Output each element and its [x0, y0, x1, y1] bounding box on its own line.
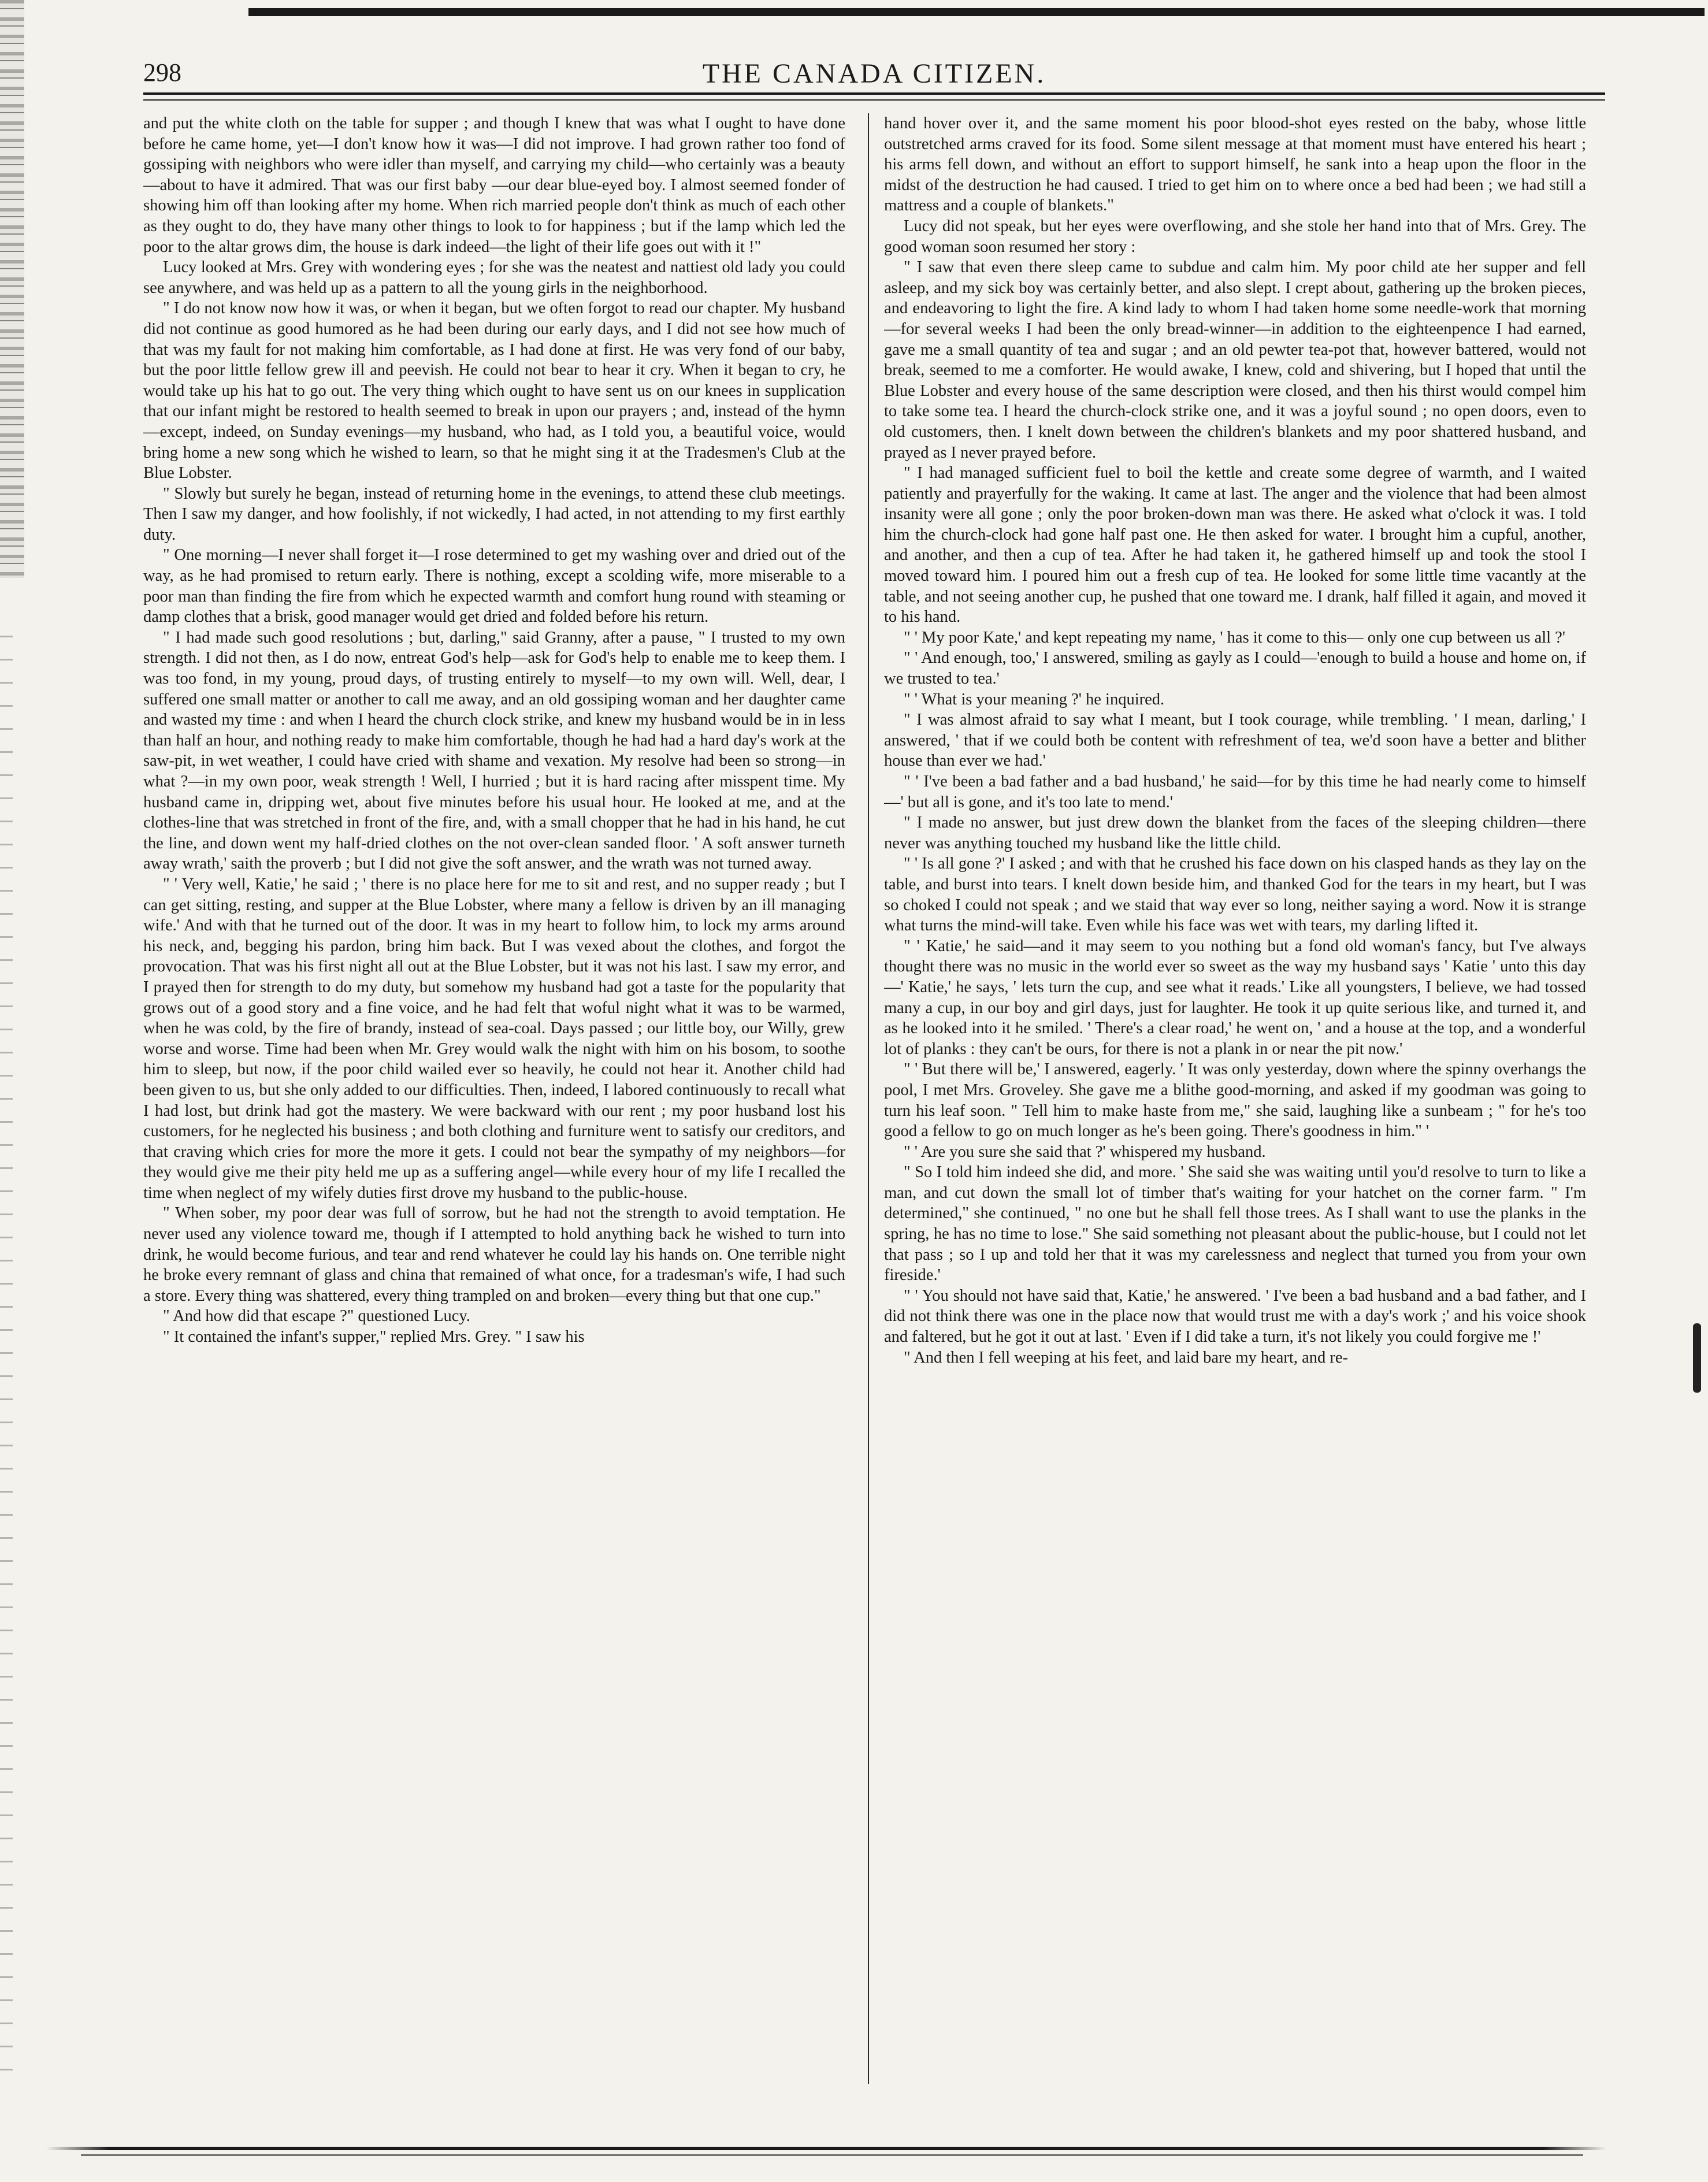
margin-ink-mark: [1693, 1323, 1701, 1393]
paragraph: " ' You should not have said that, Katie,' he answered. ' I've been a bad husband and a bad father, and I did not think there was one in the place now that would trust me with a day's work ;' and his voice shook and faltered, but he got it out at last. ' Even if I did take a turn, it's not likely you could forgive me !': [884, 1286, 1586, 1346]
paragraph: " I was almost afraid to say what I meant, but I took courage, while trembling. ' I mean, darling,' I answered, ' that if we could both be content with refreshment of tea, we'd soon have a better and blither house than ever we had.': [884, 711, 1586, 770]
paragraph: " I made no answer, but just drew down the blanket from the faces of the sleeping children—there never was anything touched my husband like the little child.: [884, 814, 1586, 852]
paragraph: " ' My poor Kate,' and kept repeating my name, ' has it come to this— only one cup between us all ?': [904, 628, 1565, 647]
paragraph: " ' Katie,' he said—and it may seem to you nothing but a fond old woman's fancy, but I've always thought there was no music in the world ever so sweet as the way my husband says ' Katie ' unto this day—' Katie,' he says, ' lets turn the cup, and see what it reads.' Like all youngsters, I believe, we had tossed many a cup, in our boy and girl days, just for laughter. He took it up quite serious like, and turned it, and as he looked into it he smiled. ' There's a clear road,' he went on, ' and a house at the top, and a wonderful lot of planks : they can't be ours, for there is not a plank in or near the pit now.': [884, 937, 1586, 1058]
header-rule-thin: [143, 99, 1605, 101]
right-column: [884, 113, 1586, 2101]
paragraph: Lucy did not speak, but her eyes were overflowing, and she stole her hand into that of Mrs. Grey. The good woman soon resumed her story :: [884, 217, 1586, 256]
header-rule: [143, 92, 1605, 95]
paragraph: Lucy looked at Mrs. Grey with wondering eyes ; for she was the neatest and nattiest old lady you could see anywhere, and was held up as a pattern to all the young girls in the neighborhood.: [143, 258, 845, 297]
paragraph: " ' Is all gone ?' I asked ; and with that he crushed his face down on his clasped hands as they lay on the table, and burst into tears. I knelt down beside him, and thanked God for the tears in my heart, but I was so choked I could not speak ; and we staid that way ever so long, neither saying a word. Now it is strange what turns the mind-will take. Even while his face was wet with tears, my darling lifted it.: [884, 855, 1586, 935]
paragraph: and put the white cloth on the table for supper ; and though I knew that was what I ought to have done before he came home, yet—I don't know how it was—I did not improve. I had grown rather too fond of gossiping with neighbors who were idler than myself, and carrying my child—who certainly was a beauty—about to have it admired. That was our first baby —our dear blue-eyed boy. I almost seemed fonder of showing him off than looking after my home. When rich married people don't think as much of each other as they ought to do, they have many other things to look to for happiness ; but if the lamp which led the poor to the altar grows dim, the house is dark indeed—the light of their life goes out with it !": [143, 114, 845, 256]
paragraph: " It contained the infant's supper," replied Mrs. Grey. " I saw his: [163, 1328, 585, 1346]
paragraph: " I had managed sufficient fuel to boil the kettle and create some degree of warmth, and I waited patiently and prayerfully for the waking. It came at last. The anger and the violence that had been almost insanity were all gone ; only the poor broken-down man was there. He asked what o'clock it was. I told him the church-clock had gone half past one. He then asked for water. I brought him a cupful, another, and another, and then a cup of tea. After he had taken it, he gathered himself up and took the stool I moved toward him. I poured him out a fresh cup of tea. He looked for some little time vacantly at the table, and not seeing another cup, he pushed that one toward me. I drank, half filled it again, and moved it to his hand.: [884, 464, 1586, 626]
paragraph: " ' Are you sure she said that ?' whispered my husband.: [904, 1142, 1266, 1161]
paragraph: " One morning—I never shall forget it—I rose determined to get my washing over and dried out of the way, as he had promised to return early. There is nothing, except a scolding wife, more miserable to a poor man than finding the fire from which he expected warmth and comfort hung round with steaming or damp clothes that a brisk, good manager would get dried and folded before his return.: [143, 546, 845, 626]
paragraph: " I saw that even there sleep came to subdue and calm him. My poor child ate her supper and fell asleep, and my sick boy was certainly better, and also slept. I crept about, gathering up the broken pieces, and endeavoring to light the fire. A kind lady to whom I had taken home some needle-work that morning—for several weeks I had been the only bread-winner—in addition to the eighteenpence I had earned, gave me a small quantity of tea and sugar ; and an old pewter tea-pot that, however battered, would not break, seemed to me a comforter. He would awake, I knew, cold and shivering, but I hoped that until the Blue Lobster and every house of the same description were closed, and then his thirst would compel him to take some tea. I heard the church-clock strike one, and it was a joyful sound ; no open doors, even to old customers, then. I knelt down between the children's blankets and my poor shattered husband, and prayed as I never prayed before.: [884, 258, 1586, 462]
bottom-border-rule-thin: [81, 2154, 1583, 2156]
paragraph: " When sober, my poor dear was full of sorrow, but he had not the strength to avoid temptation. He never used any violence toward me, though if I attempted to hold anything back he wished to turn into drink, he would become furious, and tear and rend whatever he could lay his hands on. One terrible night he broke every remnant of glass and china that remained of what once, for a tradesman's wife, I had such a store. Every thing was shattered, every thing trampled on and broken—every thing but that one cup.": [143, 1204, 845, 1305]
left-column: [143, 113, 845, 2101]
bottom-border-rule: [46, 2147, 1606, 2150]
paragraph: hand hover over it, and the same moment his poor blood-shot eyes rested on the baby, whose little outstretched arms craved for its food. Some silent message at that moment must have entered his heart ; his arms fell down, and without an effort to support himself, he sank into a heap upon the floor in the midst of the destruction he had caused. I tried to get him on to where once a bed had been ; we had still a mattress and a couple of blankets.": [884, 114, 1586, 215]
paragraph: " ' Very well, Katie,' he said ; ' there is no place here for me to sit and rest, and no supper ready ; but I can get sitting, resting, and supper at the Blue Lobster, where many a fellow is driven by an ill managing wife.' And with that he turned out of the door. It was in my heart to follow him, to lock my arms around his neck, and, begging his pardon, bring him back. But I was vexed about the clothes, and forgot the provocation. That was his first night all out at the Blue Lobster, but it was not his last. I saw my error, and I prayed then for strength to do my duty, but somehow my husband had got a taste for the popularity that grows out of a good story and a fine voice, and he had felt that woful night what it was to be warmed, when he was cold, by the fire of brandy, instead of sea-coal. Days passed ; our little boy, our Willy, grew worse and worse. Time had been when Mr. Grey would walk the night with him on his bosom, to soothe him to sleep, but now, if the poor child wailed ever so heavily, he could not hear it. Another child had been given to us, but she only added to our difficulties. Then, indeed, I labored continuously to recall what I had lost, but drink had got the mastery. We were backward with our rent ; my poor husband lost his customers, for he neglected his business ; and both clothing and furniture went to satisfy our creditors, and that craving which cries for more the more it gets. I could not bear the sympathy of my neighbors—for they would give me their pity held me up as a suffering angel—while every hour of my life I recalled the time when neglect of my wifely duties first drove my husband to the public-house.: [143, 875, 845, 1202]
paragraph: " And then I fell weeping at his feet, and laid bare my heart, and re-: [904, 1348, 1348, 1367]
paragraph: " So I told him indeed she did, and more. ' She said she was waiting until you'd resolve to turn to like a man, and cut down the small lot of timber that's waiting for your hatchet on the corner farm. " I'm determined," she continued, " no one but he shall fell those trees. As I shall want to use the planks in the spring, he has no time to lose." She said something not pleasant about the public-house, but I could not let that pass ; so I up and told her that it was my carelessness and neglect that turned you from your own fireside.': [884, 1163, 1586, 1285]
paragraph: " ' But there will be,' I answered, eagerly. ' It was only yesterday, down where the spinny overhangs the pool, I met Mrs. Groveley. She gave me a blithe good-morning, and asked if my goodman was going to turn his leaf soon. " Tell him to make haste from me," she said, laughing like a sunbeam ; " for he's too good a fellow to go on much longer as he's been going. There's goodness in him." ': [884, 1060, 1586, 1141]
paragraph: " ' And enough, too,' I answered, smiling as gayly as I could—'enough to build a house and home on, if we trusted to tea.': [884, 649, 1586, 688]
page-number: 298: [143, 58, 181, 87]
column-divider: [868, 113, 869, 2084]
paragraph: " ' I've been a bad father and a bad husband,' he said—for by this time he had nearly come to himself—' but all is gone, and it's too late to mend.': [884, 773, 1586, 811]
binding-margin: [0, 0, 24, 578]
binding-margin-lower: [0, 636, 13, 2080]
paragraph: " ' What is your meaning ?' he inquired.: [904, 690, 1165, 708]
paragraph: " I do not know now how it was, or when it began, but we often forgot to read our chapter. My husband did not continue as good humored as he had been during our early days, and I did not see how much of that was my fault for not making him comfortable, as I had done at first. He was very fond of our baby, but the poor little fellow grew ill and peevish. He could not bear to hear it cry. When it began to cry, he would take up his hat to go out. The very thing which ought to have sent us on our knees in supplication that our infant might be restored to health seemed to break in upon our prayers ; and, instead of the hymn—except, indeed, on Sunday evenings—my husband, who had, as I told you, a beautiful voice, would bring home a new song which he wished to learn, so that he might sing it at the Tradesmen's Club at the Blue Lobster.: [143, 299, 845, 483]
paragraph: " Slowly but surely he began, instead of returning home in the evenings, to attend these club meetings. Then I saw my danger, and how foolishly, if not wickedly, I had acted, in not attending to my first earthly duty.: [143, 484, 845, 544]
top-border-rule: [248, 8, 1705, 16]
paragraph: " I had made such good resolutions ; but, darling," said Granny, after a pause, " I trusted to my own strength. I did not then, as I do now, entreat God's help—ask for God's help to enable me to keep them. I was too fond, in my young, proud days, of trusting entirely to myself—to my own will. Well, dear, I suffered one small matter or another to call me away, and an old gossiping woman and her daughter came and wasted my time : and when I heard the church clock strike, and knew my husband would be in in less than half an hour, and nothing ready to make him comfortable, though he had had a hard day's work at the saw-pit, in wet weather, I could have cried with shame and vexation. My resolve had been so strong—in what ?—in my own poor, weak strength ! Well, I hurried ; but it is hard racing after misspent time. My husband came in, dripping wet, about five minutes before his usual hour. He looked at me, and at the clothes-line that was stretched in front of the fire, and, with a small chopper that he had in his hand, he cut the line, and down went my half-dried clothes on the not over-clean sanded floor. ' A soft answer turneth away wrath,' saith the proverb ; but I did not give the soft answer, and the wrath was not turned away.: [143, 628, 845, 873]
publication-title: THE CANADA CITIZEN.: [702, 58, 1046, 89]
page-header: [143, 58, 1605, 92]
paragraph: " And how did that escape ?" questioned Lucy.: [163, 1307, 470, 1326]
